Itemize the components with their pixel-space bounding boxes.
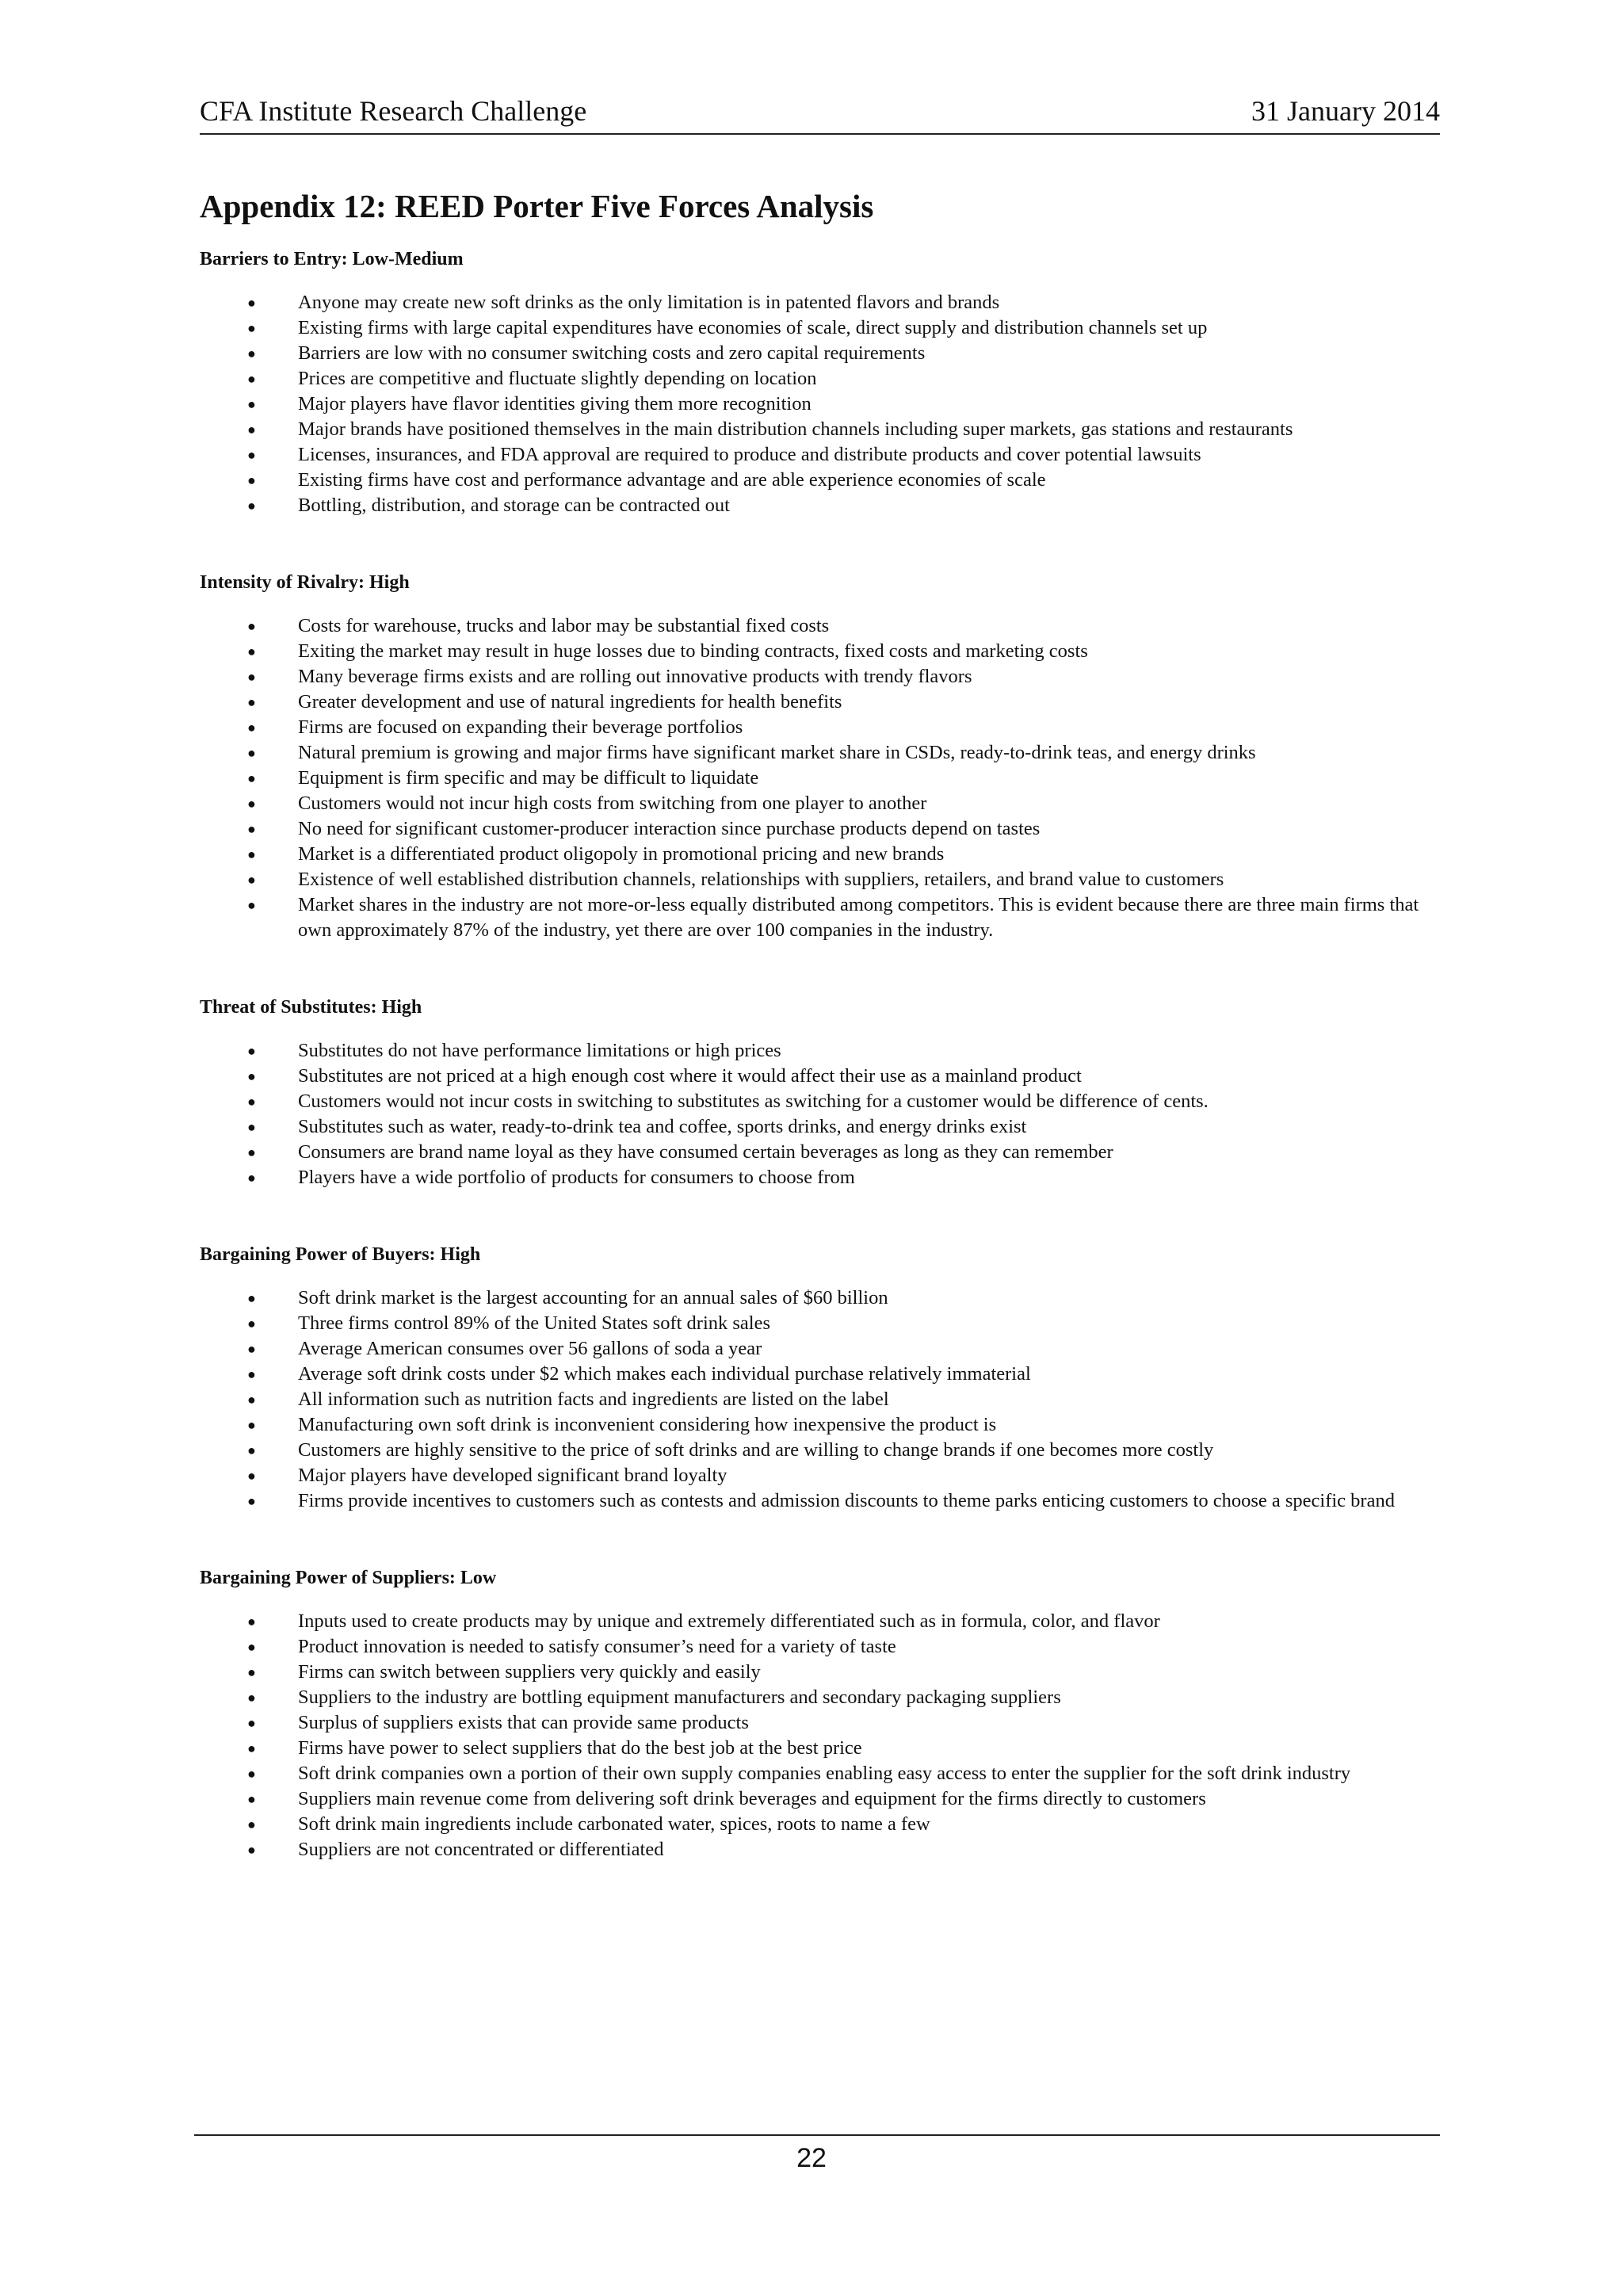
bullet-item: ● Suppliers to the industry are bottling equipment manufacturers and secondary packaging suppliers — [200, 1685, 1440, 1710]
bullet-item: ● Three firms control 89% of the United States soft drink sales — [200, 1311, 1440, 1336]
bullet-item: ● Major players have flavor identities giving them more recognition — [200, 392, 1440, 417]
bullet-item: ● Market shares in the industry are not more-or-less equally distributed among competitors. This is evident because there are three main firms that own approximately 87% of the industry, yet there are over 100 companies in the industry. — [200, 892, 1440, 943]
bullet-item: ● Many beverage firms exists and are rolling out innovative products with trendy flavors — [200, 664, 1440, 690]
bullet-item: ● Licenses, insurances, and FDA approval are required to produce and distribute products and cover potential lawsuits — [200, 442, 1440, 468]
section-title: Threat of Substitutes: High — [200, 997, 422, 1018]
bullet-item: ● Suppliers are not concentrated or differentiated — [200, 1837, 1440, 1862]
footer-rule — [194, 2134, 1440, 2136]
bullet-item: ● Firms have power to select suppliers that do the best job at the best price — [200, 1736, 1440, 1761]
bullet-item: ● Existence of well established distribution channels, relationships with suppliers, retailers, and brand value to customers — [200, 867, 1440, 892]
bullet-item: ● Suppliers main revenue come from delivering soft drink beverages and equipment for the firms directly to customers — [200, 1786, 1440, 1812]
bullet-list — [200, 1609, 1440, 1862]
bullet-item: ● Firms provide incentives to customers such as contests and admission discounts to theme parks enticing customers to choose a specific brand — [200, 1488, 1440, 1514]
bullet-item: ● Substitutes such as water, ready-to-drink tea and coffee, sports drinks, and energy drinks exist — [200, 1114, 1440, 1140]
page-title: Appendix 12: REED Porter Five Forces Analysis — [200, 188, 874, 224]
bullet-item: ● Barriers are low with no consumer switching costs and zero capital requirements — [200, 341, 1440, 366]
bullet-item: ● Firms are focused on expanding their beverage portfolios — [200, 715, 1440, 740]
bullet-item: ● Substitutes are not priced at a high enough cost where it would affect their use as a mainland product — [200, 1064, 1440, 1089]
bullet-item: ● Major brands have positioned themselves in the main distribution channels including super markets, gas stations and restaurants — [200, 417, 1440, 442]
document-page — [200, 95, 1440, 1862]
bullet-item: ● Average American consumes over 56 gallons of soda a year — [200, 1336, 1440, 1362]
bullet-item: ● Bottling, distribution, and storage can be contracted out — [200, 493, 1440, 518]
header-date: 31 January 2014 — [1251, 95, 1440, 127]
sections-container — [200, 247, 1440, 1862]
bullet-item: ● Exiting the market may result in huge losses due to binding contracts, fixed costs and marketing costs — [200, 639, 1440, 664]
bullet-item: ● Market is a differentiated product oligopoly in promotional pricing and new brands — [200, 842, 1440, 867]
section-title: Intensity of Rivalry: High — [200, 572, 410, 593]
bullet-list — [200, 1038, 1440, 1190]
bullet-item: ● Equipment is firm specific and may be difficult to liquidate — [200, 766, 1440, 791]
bullet-item: ● Average soft drink costs under $2 which makes each individual purchase relatively immaterial — [200, 1362, 1440, 1387]
header-title: CFA Institute Research Challenge — [200, 95, 587, 127]
bullet-list — [200, 290, 1440, 518]
bullet-item: ● Soft drink companies own a portion of their own supply companies enabling easy access to enter the supplier for the soft drink industry — [200, 1761, 1440, 1786]
bullet-item: ● Anyone may create new soft drinks as the only limitation is in patented flavors and brands — [200, 290, 1440, 315]
bullet-item: ● Costs for warehouse, trucks and labor may be substantial fixed costs — [200, 613, 1440, 639]
bullet-item: ● Natural premium is growing and major firms have significant market share in CSDs, ready-to-drink teas, and energy drinks — [200, 740, 1440, 766]
bullet-item: ● Product innovation is needed to satisfy consumer’s need for a variety of taste — [200, 1634, 1440, 1660]
section-title: Bargaining Power of Suppliers: Low — [200, 1568, 497, 1588]
section-title: Barriers to Entry: Low-Medium — [200, 249, 464, 269]
page-header — [200, 95, 1440, 135]
section-title: Bargaining Power of Buyers: High — [200, 1244, 481, 1265]
page-number: 22 — [796, 2143, 827, 2173]
bullet-item: ● Surplus of suppliers exists that can provide same products — [200, 1710, 1440, 1736]
bullet-item: ● Customers would not incur costs in switching to substitutes as switching for a customer would be difference of cents. — [200, 1089, 1440, 1114]
bullet-item: ● Existing firms with large capital expenditures have economies of scale, direct supply and distribution channels set up — [200, 315, 1440, 341]
section-0 — [200, 247, 1440, 518]
bullet-item: ● Soft drink main ingredients include carbonated water, spices, roots to name a few — [200, 1812, 1440, 1837]
bullet-item: ● Substitutes do not have performance limitations or high prices — [200, 1038, 1440, 1064]
section-1 — [200, 571, 1440, 943]
bullet-item: ● Players have a wide portfolio of products for consumers to choose from — [200, 1165, 1440, 1190]
bullet-item: ● Existing firms have cost and performance advantage and are able experience economies of scale — [200, 468, 1440, 493]
bullet-item: ● Major players have developed significant brand loyalty — [200, 1463, 1440, 1488]
bullet-item: ● Customers are highly sensitive to the price of soft drinks and are willing to change brands if one becomes more costly — [200, 1438, 1440, 1463]
bullet-item: ● No need for significant customer-producer interaction since purchase products depend on tastes — [200, 816, 1440, 842]
bullet-item: ● Customers would not incur high costs from switching from one player to another — [200, 791, 1440, 816]
section-3 — [200, 1243, 1440, 1514]
bullet-item: ● Inputs used to create products may by unique and extremely differentiated such as in formula, color, and flavor — [200, 1609, 1440, 1634]
bullet-item: ● Manufacturing own soft drink is inconvenient considering how inexpensive the product is — [200, 1412, 1440, 1438]
section-4 — [200, 1566, 1440, 1862]
bullet-item: ● Firms can switch between suppliers very quickly and easily — [200, 1660, 1440, 1685]
bullet-list — [200, 613, 1440, 943]
bullet-list — [200, 1286, 1440, 1514]
section-2 — [200, 995, 1440, 1190]
bullet-item: ● Soft drink market is the largest accounting for an annual sales of $60 billion — [200, 1286, 1440, 1311]
bullet-item: ● Prices are competitive and fluctuate slightly depending on location — [200, 366, 1440, 392]
bullet-item: ● All information such as nutrition facts and ingredients are listed on the label — [200, 1387, 1440, 1412]
bullet-item: ● Consumers are brand name loyal as they have consumed certain beverages as long as they can remember — [200, 1140, 1440, 1165]
bullet-item: ● Greater development and use of natural ingredients for health benefits — [200, 690, 1440, 715]
